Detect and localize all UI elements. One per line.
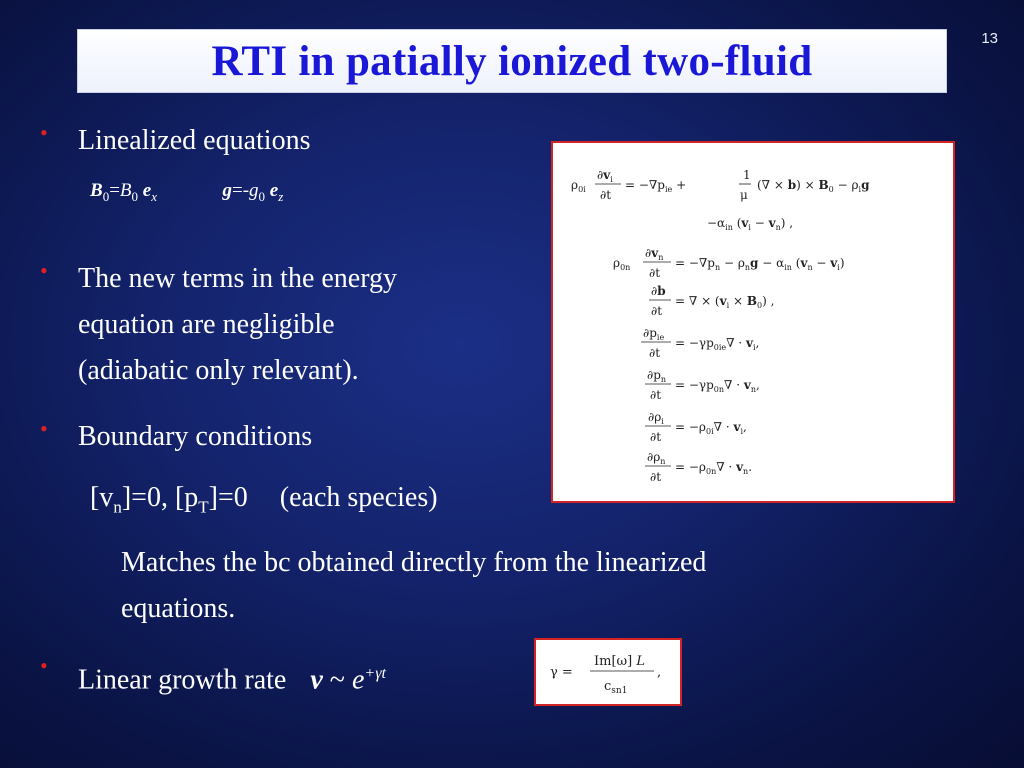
bullet-icon: • [40,120,48,145]
svg-text:= −ρ0i∇ · vi,: = $-\rho_{0i}\nabla \cdot v_i$, [675,420,747,436]
svg-text:ρ0n: $\rho_{0n}$ [613,256,631,272]
title-box [77,29,947,93]
bullet-text: Linear growth rate v ~ $e^{+\gamma t}$ [78,664,386,696]
bc-note: Matches the bc obtained directly from the linearized equations. [121,547,707,624]
svg-text:∂t: ∂t [650,430,662,444]
bullet-energy-terms [40,256,397,394]
slide-number: 13 [981,30,998,47]
slide-title: RTI in patially ionized two-fluid [211,37,813,85]
svg-text:∂vn: $\partial v_n$ [645,246,664,262]
bullet-icon: • [40,258,48,283]
svg-text:∂t: ∂t [650,470,662,484]
equations-graphic [553,143,953,501]
svg-text:∂pie: $\partial p_{ie}$ [643,326,665,342]
svg-text:∂t: ∂t [651,304,663,318]
bc-line: $[v_n]=0$, $[p_T]=0$ (each species) [90,482,438,517]
svg-text:(∇ × b) × B0 − ρig: (∇ × $b) \times B_0 - \rho_ig$ [757,178,870,194]
svg-text:1: 1 [743,168,751,182]
svg-text:∂pn: $\partial p_n$ [647,368,667,384]
bullet-linealized [40,118,310,164]
bullet-boundary [40,414,312,460]
svg-text:∂t: ∂t [649,266,661,280]
svg-text:= −∇pn − ρng − αin (vn − vi): = $-\nabla p_n - \rho_ng - \alpha_{in}$ $(v_n - v_i)$ [675,256,845,272]
svg-text:= −ρ0n∇ · vn.: = $-\rho_{0n}\nabla \cdot v_n$. [675,460,753,476]
svg-text:−αin (vi − vn) ,: $-\alpha_{in}$ $(v_i - v_n)$ , [707,216,794,232]
svg-text:∂t: ∂t [650,388,662,402]
svg-text:csn1: $c_{sn1}$ [604,679,628,696]
svg-text:= −γp0n∇ · vn,: = $-\gamma p_{0n}\nabla \cdot v_n$, [675,378,760,394]
equations-figure [551,141,955,503]
svg-text:∂t: ∂t [600,188,612,202]
svg-text:∂vi: $\partial v_i$ [597,168,613,184]
bullet-text: Linealized equations [78,125,311,156]
svg-text:∂t: ∂t [649,346,661,360]
svg-text:= −∇pie +: = $-\nabla p_{ie}$ + [625,178,687,194]
svg-text:∂b: ∂b [651,284,666,298]
field-definitions: $B_0=B_0$ $e_x$ $g=-g_0$ $e_z$ [90,180,284,204]
bullet-growth-rate [40,651,386,703]
bullet-icon: • [40,416,48,441]
growth-rate-graphic [536,640,680,704]
svg-text:μ: μ [740,188,748,202]
bullet-text: Boundary conditions [78,421,313,452]
svg-text:,: , [657,665,662,680]
bullet-icon: • [40,653,48,678]
svg-text:= −γp0ie∇ · vi,: = $-\gamma p_{0ie}\nabla \cdot v_i$, [675,336,760,352]
svg-text:∂ρn: $\partial\rho_n$ [647,450,666,466]
svg-text:∂ρi: $\partial\rho_i$ [648,410,664,426]
svg-text:Im[ω] L: Im[ω] L [594,654,645,669]
svg-text:ρ0i: $\rho_{0i}$ [571,178,586,194]
growth-rate-formula [534,638,682,706]
svg-text:γ =: γ = [550,665,573,680]
svg-text:= ∇ × (vi × B0) ,: = ∇ × $(v_i \times B_0)$ , [675,294,775,310]
bullet-text: The new terms in the energy equation are negligible (adiabatic only relevant). [78,263,398,386]
